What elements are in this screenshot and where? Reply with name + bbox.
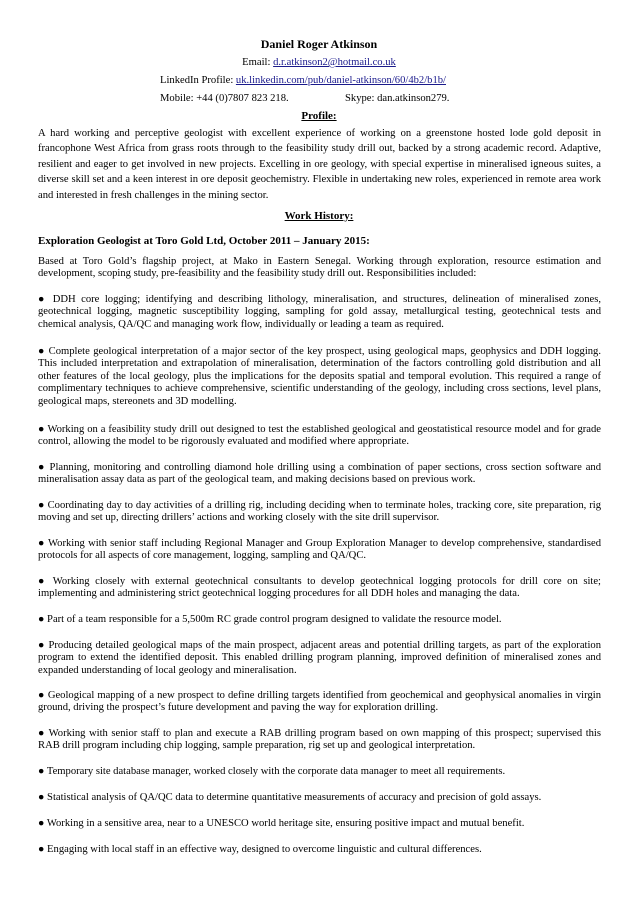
bullet-item: ● Temporary site database manager, worked closely with the corporate data manager to meet all requirements. (38, 766, 506, 777)
linkedin-line (160, 74, 600, 88)
bullet-item: ● Engaging with local staff in an effective way, designed to overcome linguistic and cultural differences. (38, 844, 482, 855)
job-title: Exploration Geologist at Toro Gold Ltd, October 2011 – January 2015: (38, 235, 370, 247)
profile-text: A hard working and perceptive geologist with excellent experience of working on a greenstone hosted lode gold deposit in francophone West Africa from grass roots through to the feasibility study drill out, backed by a strong academic record. Adaptive, resilient and eager to get involved in new projects. Excelling in ore geology, with special expertise in mineralised igneous suites, a diverse skill set and a keen interest in ore deposit geochemistry. Flexible in undertaking new roles, experienced in remote area work and interested in fresh challenges in the mining sector. (38, 128, 601, 201)
work-history-heading: Work History: (284, 210, 354, 222)
candidate-name: Daniel Roger Atkinson (260, 37, 378, 51)
bullet-item: ● Working with senior staff to plan and execute a RAB drilling program based on own mapping of this prospect; supervised this RAB drill program including chip logging, sample preparation, rig set up and geological interpretation. (38, 728, 601, 752)
bullet-item: ● DDH core logging; identifying and describing lithology, mineralisation, and structures, delineation of mineralised zones, geotechnical logging, magnetic susceptibility logging, sampling for gold assay, metallurgical testing, geotechnical tests and chemical analysis, QA/QC and managing work flow, individually or leading a team as required. (38, 294, 601, 330)
bullet-item: ● Working on a feasibility study drill out designed to test the established geological and geostatistical resource model and for grade control, allowing the model to be rigorously evaluated and modified where appropriate. (38, 424, 601, 448)
linkedin-label: LinkedIn Profile: (160, 75, 236, 86)
bullet-item: ● Complete geological interpretation of a major sector of the key prospect, using geological maps, geophysics and DDH logging. This included interpretation and extrapolation of mineralisation, determination of the factors controlling gold distribution and all other features of the local geology, plus the implications for the deposits spatial and temporal evolution. This required a range of complimentary techniques to achieve comprehensive, scientific understanding of the geology, including cross sections, level plans, geological maps, stereonets and 3D modelling. (38, 346, 601, 407)
bullet-item: ● Geological mapping of a new prospect to define drilling targets identified from geochemical and geophysical anomalies in virgin ground, driving the prospect’s future development and paving the way for exploration drilling. (38, 690, 601, 714)
bullet-item: ● Producing detailed geological maps of the main prospect, adjacent areas and potential drilling targets, as part of the exploration program to extend the identified deposit. This enabled drilling program planning, improved definition of mineralised zones and expanded understanding of local geology and mineralisation. (38, 640, 601, 676)
email-label: Email: (242, 57, 274, 68)
email-link[interactable]: d.r.atkinson2@hotmail.co.uk (273, 57, 396, 68)
bullet-item: ● Planning, monitoring and controlling diamond hole drilling using a combination of paper sections, cross section software and mineralisation assay data as part of the geological team, and making decisions based on previous work. (38, 462, 601, 486)
bullet-item: ● Working in a sensitive area, near to a UNESCO world heritage site, ensuring positive impact and mutual benefit. (38, 818, 525, 829)
skype-id: Skype: dan.atkinson279. (345, 93, 450, 104)
email-line (160, 56, 478, 70)
bullet-item: ● Part of a team responsible for a 5,500m RC grade control program designed to validate the resource model. (38, 614, 502, 625)
bullet-item: ● Working closely with external geotechnical consultants to develop geotechnical logging protocols for drill core on site; implementing and administering strict geotechnical logging procedures for all DDH holes and managing the data. (38, 576, 601, 600)
linkedin-link[interactable]: uk.linkedin.com/pub/daniel-atkinson/60/4b2/b1b/ (235, 75, 446, 86)
job-intro: Based at Toro Gold’s flagship project, at Mako in Eastern Senegal. Working through exploration, resource estimation and development, scoping study, pre-feasibility and the feasibility study drill out. Responsibilities included: (38, 256, 601, 280)
mobile-number: Mobile: +44 (0)7807 823 218. (160, 93, 289, 104)
profile-heading: Profile: (301, 110, 337, 122)
bullet-item: ● Statistical analysis of QA/QC data to determine quantitative measurements of accuracy and precision of gold assays. (38, 792, 542, 803)
bullet-item: ● Working with senior staff including Regional Manager and Group Exploration Manager to develop comprehensive, standardised protocols for all aspects of core management, logging, sampling and QA/QC. (38, 538, 601, 562)
bullet-item: ● Coordinating day to day activities of a drilling rig, including deciding when to terminate holes, tracking core, site preparation, rig moving and set up, directing drillers’ actions and working closely with the site drill supervisor. (38, 500, 601, 524)
